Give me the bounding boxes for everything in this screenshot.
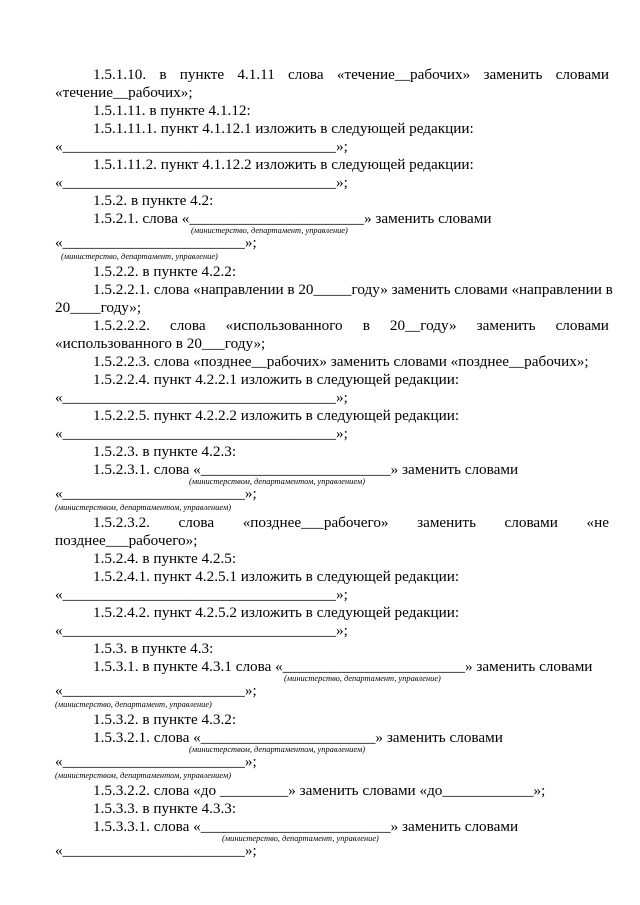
blank-line: «____________________________________»;	[55, 622, 348, 639]
text-line: 1.5.2.4.2. пункт 4.2.5.2 изложить в следующей редакции:	[93, 604, 460, 621]
text-line: 20____году»;	[55, 299, 142, 316]
field-caption: (министерством, департаментом, управлением)	[55, 771, 232, 780]
field-caption: (министерство, департамент, управление)	[61, 252, 218, 261]
text-line: 1.5.2.4.1. пункт 4.2.5.1 изложить в следующей редакции:	[93, 568, 460, 585]
text-line: 1.5.2.2.3. слова «позднее__рабочих» заменить словами «позднее__рабочих»;	[93, 353, 589, 370]
text-line: 1.5.2.2.4. пункт 4.2.2.1 изложить в следующей редакции:	[93, 371, 460, 388]
blank-line: «____________________________________»;	[55, 389, 348, 406]
blank-line: «________________________»;	[55, 842, 257, 859]
field-caption: (министерство, департамент, управление)	[222, 834, 379, 843]
text-line: позднее___рабочего»;	[55, 532, 198, 549]
text-line: 1.5.3.2. в пункте 4.3.2:	[93, 711, 237, 728]
text-line: 1.5.2.2.2. слова «использованного в 20__году» заменить словами	[93, 317, 609, 334]
blank-line: «________________________»;	[55, 485, 257, 502]
blank-line: «________________________»;	[55, 682, 257, 699]
blank-line: «________________________»;	[55, 234, 257, 251]
text-line: 1.5.2.3.1. слова «_________________________» заменить словами	[93, 461, 519, 478]
text-line: 1.5.2.3. в пункте 4.2.3:	[93, 443, 237, 460]
text-line: 1.5.1.11. в пункте 4.1.12:	[93, 102, 251, 119]
text-line: 1.5.2.2.1. слова «направлении в 20_____году» заменить словами «направлении в	[93, 281, 613, 298]
text-line: 1.5.3.1. в пункте 4.3.1 слова «________________________» заменить словами	[93, 658, 593, 675]
text-line: 1.5.2.3.2. слова «позднее___рабочего» заменить словами «не	[93, 514, 609, 531]
text-line: 1.5.3.2.2. слова «до _________» заменить словами «до____________»;	[93, 782, 546, 799]
blank-line: «____________________________________»;	[55, 586, 348, 603]
field-caption: (министерство, департамент, управление)	[191, 226, 348, 235]
text-line: 1.5.2.2. в пункте 4.2.2:	[93, 263, 237, 280]
text-line: 1.5.2.2.5. пункт 4.2.2.2 изложить в следующей редакции:	[93, 407, 460, 424]
text-line: «течение__рабочих»;	[55, 84, 193, 101]
field-caption: (министерство, департамент, управление)	[284, 674, 441, 683]
field-caption: (министерством, департаментом, управлением)	[189, 745, 366, 754]
blank-line: «____________________________________»;	[55, 138, 348, 155]
text-line: 1.5.1.11.2. пункт 4.1.12.2 изложить в следующей редакции:	[93, 156, 474, 173]
field-caption: (министерство, департамент, управление)	[55, 700, 212, 709]
blank-line: «____________________________________»;	[55, 425, 348, 442]
text-line: 1.5.1.10. в пункте 4.1.11 слова «течение__рабочих» заменить словами	[93, 66, 609, 83]
text-line: 1.5.3.2.1. слова «_______________________» заменить словами	[93, 729, 503, 746]
text-line: 1.5.2.1. слова «_______________________» заменить словами	[93, 210, 492, 227]
blank-line: «____________________________________»;	[55, 174, 348, 191]
text-line: 1.5.1.11.1. пункт 4.1.12.1 изложить в следующей редакции:	[93, 120, 474, 137]
text-line: 1.5.2. в пункте 4.2:	[93, 192, 214, 209]
field-caption: (министерством, департаментом, управлением)	[55, 503, 232, 512]
text-line: 1.5.2.4. в пункте 4.2.5:	[93, 550, 237, 567]
blank-line: «________________________»;	[55, 753, 257, 770]
field-caption: (министерством, департаментом, управлением)	[189, 477, 366, 486]
text-line: 1.5.3.3.1. слова «_________________________» заменить словами	[93, 818, 519, 835]
text-line: 1.5.3.3. в пункте 4.3.3:	[93, 800, 237, 817]
text-line: «использованного в 20___году»;	[55, 335, 266, 352]
text-line: 1.5.3. в пункте 4.3:	[93, 640, 214, 657]
